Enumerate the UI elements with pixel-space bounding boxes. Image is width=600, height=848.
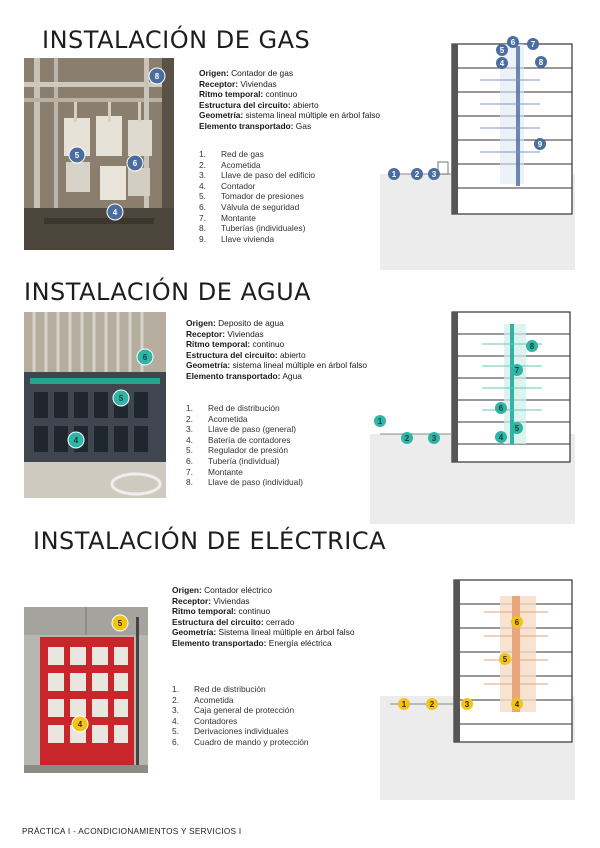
agua-photo-marker-6 bbox=[136, 348, 154, 366]
agua-photo-marker-4 bbox=[67, 431, 85, 449]
list-item: 1. Red de distribución bbox=[172, 684, 266, 694]
electrica-info-row: Geometría: Sistema lineal múltiple en árbol falso bbox=[172, 627, 355, 638]
agua-info bbox=[186, 318, 367, 382]
list-item: 6. Cuadro de mando y protección bbox=[172, 736, 309, 747]
electrica-diagram-marker-2 bbox=[426, 698, 438, 710]
gas-photo-marker-5 bbox=[68, 146, 86, 164]
agua-info-row: Geometría: sistema lineal múltiple en árbol falso bbox=[186, 360, 368, 371]
agua-photo bbox=[24, 312, 166, 498]
electrica-info bbox=[172, 585, 354, 649]
svg-text:2: 2 bbox=[429, 700, 435, 709]
gas-info-row: Ritmo temporal: continuo bbox=[199, 89, 298, 100]
gas-photo-marker-6 bbox=[126, 154, 144, 172]
svg-text:4: 4 bbox=[112, 208, 118, 217]
gas-info-row: Origen: Contador de gas bbox=[199, 68, 294, 78]
svg-text:3: 3 bbox=[464, 700, 470, 709]
list-item: 3. Llave de paso del edificio bbox=[199, 170, 316, 181]
agua-info-row: Elemento transportado: Agua bbox=[186, 370, 302, 381]
gas-diagram-marker-3 bbox=[428, 168, 440, 180]
gas-photo bbox=[24, 58, 174, 250]
svg-text:2: 2 bbox=[414, 170, 420, 179]
agua-info-row: Origen: Deposito de agua bbox=[186, 318, 284, 328]
electrica-info-row: Origen: Contador eléctrico bbox=[172, 585, 273, 595]
list-item: 5. Tomador de presiones bbox=[199, 191, 304, 202]
svg-text:8: 8 bbox=[529, 342, 535, 351]
agua-info-row: Ritmo temporal: continuo bbox=[186, 339, 285, 350]
electrica-title: INSTALACIÓN DE ELÉCTRICA bbox=[33, 527, 387, 555]
electrica-info-row: Receptor: Viviendas bbox=[172, 595, 250, 606]
agua-legend-list bbox=[186, 403, 303, 488]
gas-info-row: Estructura del circuito: abierto bbox=[199, 99, 319, 110]
electrica-info-row: Elemento transportado: Energía eléctrica bbox=[172, 637, 332, 648]
electrica-info-row: Ritmo temporal: continuo bbox=[172, 606, 271, 617]
svg-text:8: 8 bbox=[154, 72, 160, 81]
svg-text:4: 4 bbox=[498, 433, 504, 442]
agua-diagram-marker-5 bbox=[511, 422, 523, 434]
list-item: 8. Tuberías (individuales) bbox=[199, 223, 306, 234]
electrica-diagram-marker-4 bbox=[511, 698, 523, 710]
list-item: 9. Llave vivienda bbox=[199, 233, 275, 244]
agua-diagram-marker-3 bbox=[428, 432, 440, 444]
list-item: 7. Montante bbox=[199, 212, 256, 223]
svg-text:5: 5 bbox=[118, 394, 124, 403]
gas-diagram-marker-6 bbox=[507, 36, 519, 48]
svg-text:4: 4 bbox=[73, 436, 79, 445]
electrica-section-diagram bbox=[380, 566, 575, 800]
svg-text:9: 9 bbox=[537, 140, 543, 149]
electrica-diagram-marker-3 bbox=[461, 698, 473, 710]
electrica-diagram-marker-5 bbox=[499, 653, 511, 665]
gas-info-row: Receptor: Viviendas bbox=[199, 78, 277, 89]
gas-diagram-marker-2 bbox=[411, 168, 423, 180]
svg-text:6: 6 bbox=[132, 159, 138, 168]
gas-diagram-marker-4 bbox=[496, 57, 508, 69]
svg-text:8: 8 bbox=[538, 58, 544, 67]
agua-diagram-marker-8 bbox=[526, 340, 538, 352]
electrica-diagram-marker-1 bbox=[398, 698, 410, 710]
gas-title: INSTALACIÓN DE GAS bbox=[42, 26, 311, 54]
list-item: 2. Acometida bbox=[172, 694, 234, 705]
svg-text:5: 5 bbox=[514, 424, 520, 433]
gas-diagram-marker-5 bbox=[496, 44, 508, 56]
agua-info-row: Estructura del circuito: abierto bbox=[186, 349, 306, 360]
list-item: 3. Caja general de protección bbox=[172, 705, 295, 716]
agua-photo-marker-5 bbox=[112, 389, 130, 407]
gas-info-row: Elemento transportado: Gas bbox=[199, 120, 312, 131]
agua-diagram-marker-1 bbox=[374, 415, 386, 427]
svg-text:7: 7 bbox=[530, 40, 536, 49]
gas-info-row: Geometría: sistema lineal múltiple en árbol falso bbox=[199, 110, 381, 121]
svg-text:5: 5 bbox=[117, 619, 123, 628]
list-item: 4. Contador bbox=[199, 180, 256, 191]
list-item: 3. Llave de paso (general) bbox=[186, 424, 296, 435]
svg-text:4: 4 bbox=[499, 59, 505, 68]
gas-legend-list bbox=[199, 149, 315, 244]
list-item: 6. Válvula de seguridad bbox=[199, 201, 300, 212]
list-item: 4. Batería de contadores bbox=[186, 434, 291, 445]
gas-photo-marker-8 bbox=[148, 67, 166, 85]
svg-text:2: 2 bbox=[404, 434, 410, 443]
svg-text:6: 6 bbox=[142, 353, 148, 362]
svg-text:6: 6 bbox=[510, 38, 516, 47]
svg-text:5: 5 bbox=[499, 46, 505, 55]
electrica-diagram-marker-6 bbox=[511, 616, 523, 628]
electrica-photo-marker-5 bbox=[111, 614, 129, 632]
svg-text:1: 1 bbox=[377, 417, 383, 426]
gas-section-diagram bbox=[380, 34, 575, 270]
gas-diagram-marker-8 bbox=[535, 56, 547, 68]
agua-diagram-marker-4 bbox=[495, 431, 507, 443]
svg-text:1: 1 bbox=[401, 700, 407, 709]
agua-section-diagram bbox=[370, 304, 575, 524]
gas-diagram-marker-1 bbox=[388, 168, 400, 180]
svg-text:4: 4 bbox=[77, 720, 83, 729]
gas-photo-marker-4 bbox=[106, 203, 124, 221]
list-item: 5. Regulador de presión bbox=[186, 445, 289, 456]
svg-text:3: 3 bbox=[431, 170, 437, 179]
electrica-legend-list bbox=[172, 684, 309, 748]
list-item: 4. Contadores bbox=[172, 715, 238, 726]
agua-diagram-marker-2 bbox=[401, 432, 413, 444]
agua-diagram-marker-7 bbox=[511, 364, 523, 376]
list-item: 2. Acometida bbox=[186, 413, 248, 424]
page-footer: PRÁCTICA I - ACONDICIONAMIENTOS Y SERVICIOS I bbox=[22, 827, 242, 836]
svg-text:5: 5 bbox=[74, 151, 80, 160]
electrica-photo bbox=[24, 607, 148, 773]
gas-diagram-marker-7 bbox=[527, 38, 539, 50]
list-item: 2. Acometida bbox=[199, 159, 261, 170]
svg-text:1: 1 bbox=[391, 170, 397, 179]
gas-info bbox=[199, 68, 380, 132]
list-item: 6. Tubería (individual) bbox=[186, 455, 280, 466]
svg-text:6: 6 bbox=[514, 618, 520, 627]
agua-title: INSTALACIÓN DE AGUA bbox=[24, 278, 312, 306]
electrica-info-row: Estructura del circuito: cerrado bbox=[172, 616, 295, 627]
list-item: 8. Llave de paso (individual) bbox=[186, 477, 303, 488]
agua-diagram-marker-6 bbox=[495, 402, 507, 414]
list-item: 5. Derivaciones individuales bbox=[172, 726, 289, 737]
list-item: 7. Montante bbox=[186, 466, 243, 477]
list-item: 1. Red de gas bbox=[199, 149, 264, 159]
svg-text:4: 4 bbox=[514, 700, 520, 709]
list-item: 1. Red de distribución bbox=[186, 403, 280, 413]
svg-text:7: 7 bbox=[514, 366, 520, 375]
gas-diagram-marker-9 bbox=[534, 138, 546, 150]
electrica-photo-marker-4 bbox=[71, 715, 89, 733]
svg-text:5: 5 bbox=[502, 655, 508, 664]
svg-text:3: 3 bbox=[431, 434, 437, 443]
svg-text:6: 6 bbox=[498, 404, 504, 413]
agua-info-row: Receptor: Viviendas bbox=[186, 328, 264, 339]
